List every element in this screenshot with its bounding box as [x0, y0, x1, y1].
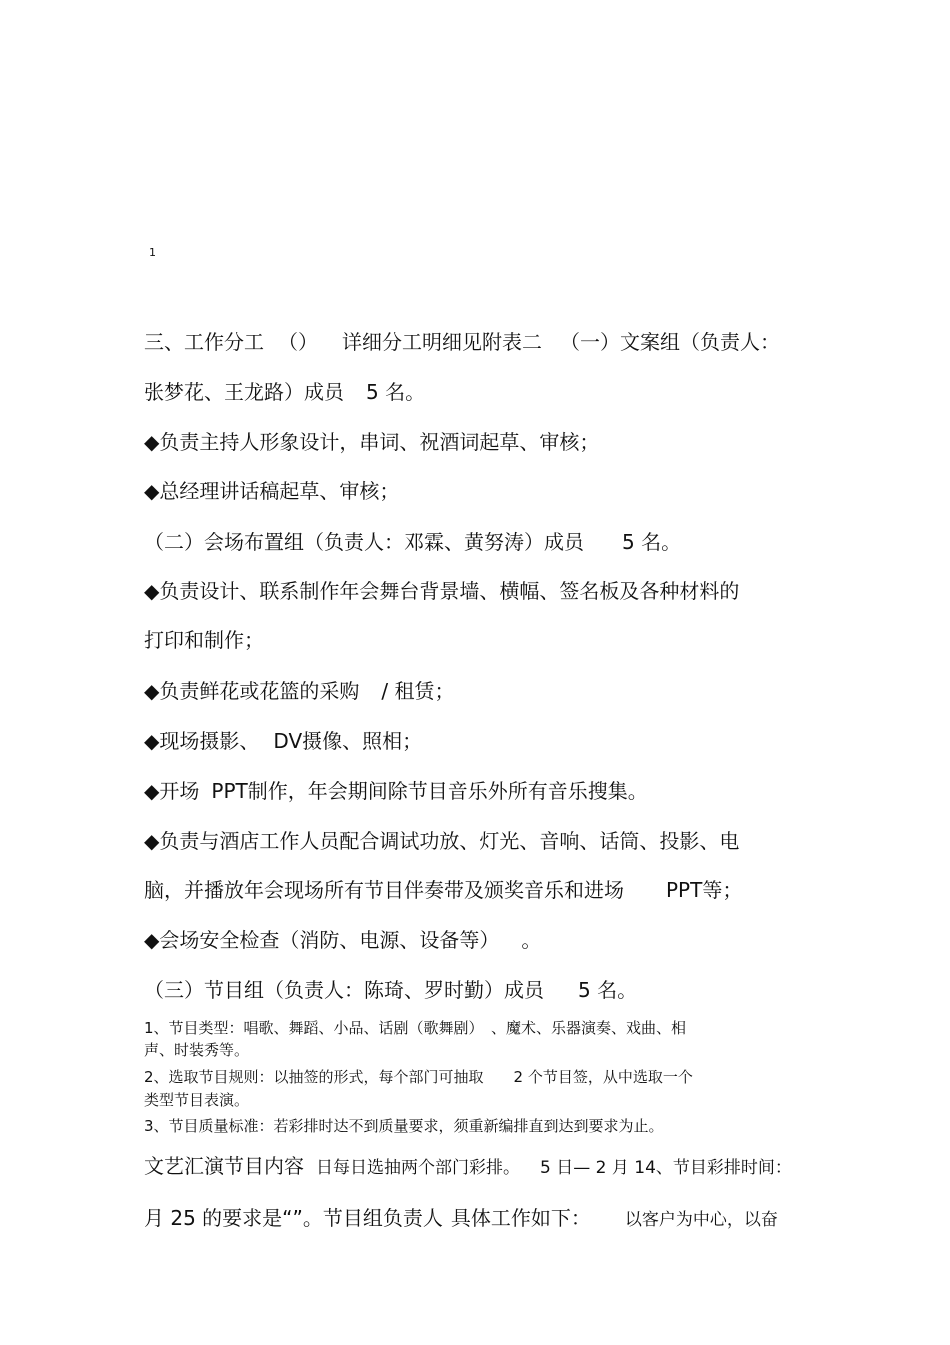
- bullet-line: [144, 777, 648, 805]
- text-run: 文艺汇演节目内容: [144, 1154, 304, 1178]
- text-run: 打印和制作；: [144, 628, 264, 652]
- text-run: ◆负责主持人形象设计，串词、祝酒词起草、审核；: [144, 430, 600, 454]
- text-run: 脑，并播放年会现场所有节目伴奏带及颁奖音乐和进场: [144, 878, 624, 902]
- small-text-line: 1、节目类型：唱歌、舞蹈、小品、话剧（歌舞剧） 、魔术、乐器演奏、戏曲、相: [144, 1019, 687, 1037]
- small-text-line: 类型节目表演。: [144, 1091, 250, 1109]
- text-run: （一）文案组（负责人：: [560, 330, 780, 354]
- small-text-line: 2、选取节目规则：以抽签的形式，每个部门可抽取 2 个节目签，从中选取一个: [144, 1068, 693, 1086]
- text-run: 。: [521, 928, 542, 952]
- text-run: PPT等；: [666, 878, 743, 902]
- text-line: [144, 1152, 792, 1182]
- bullet-line: [144, 577, 739, 605]
- bullet-line: [144, 477, 399, 505]
- subsection-heading-line: [144, 528, 681, 556]
- text-run: 5 名。: [366, 380, 426, 404]
- text-run: 以客户为中心，以奋: [624, 1210, 778, 1230]
- text-run: PPT制作，年会期间除节目音乐外所有音乐搜集。: [211, 779, 648, 803]
- bullet-line: [144, 827, 739, 855]
- section-heading-line: [144, 328, 780, 356]
- text-run: ◆负责与酒店工作人员配合调试功放、灯光、音响、话筒、投影、电: [144, 829, 740, 853]
- text-run: 5 名。: [622, 530, 682, 554]
- text-run: ◆总经理讲话稿起草、审核；: [144, 479, 400, 503]
- text-run: 日每日选抽两个部门彩排。: [316, 1158, 520, 1178]
- text-run: ◆现场摄影、: [144, 729, 260, 753]
- subsection-heading-line: [144, 976, 637, 1004]
- text-run: （）: [278, 330, 318, 354]
- text-run: 具体工作如下：: [450, 1206, 591, 1230]
- text-run: ◆开场: [144, 779, 200, 803]
- bullet-line: [144, 926, 541, 954]
- text-run: 详细分工明细见附表二: [342, 330, 542, 354]
- text-run: 5 名。: [578, 978, 638, 1002]
- text-line: [144, 1204, 778, 1234]
- text-run: 月 25 的要求是“”。节目组负责人: [144, 1206, 443, 1230]
- small-text-line: 3、节目质量标准：若彩排时达不到质量要求，须重新编排直到达到要求为止。: [144, 1117, 664, 1135]
- text-run: 张梦花、王龙路）成员: [144, 380, 344, 404]
- text-line: [144, 876, 742, 904]
- bullet-line: [144, 428, 599, 456]
- text-run: ◆负责鲜花或花篮的采购: [144, 679, 360, 703]
- text-run: ◆会场安全检查（消防、电源、设备等）: [144, 928, 500, 952]
- page-number: 1: [149, 246, 156, 259]
- text-run: （三）节目组（负责人：陈琦、罗时勤）成员: [144, 978, 544, 1002]
- small-text-line: 声、时装秀等。: [144, 1041, 250, 1059]
- text-run: ◆负责设计、联系制作年会舞台背景墙、横幅、签名板及各种材料的: [144, 579, 740, 603]
- bullet-line: [144, 727, 422, 755]
- text-run: （二）会场布置组（负责人：邓霖、黄努涛）成员: [144, 530, 584, 554]
- text-run: 5 日— 2 月 14、节目彩排时间：: [540, 1158, 792, 1178]
- text-run: 三、工作分工: [144, 330, 264, 354]
- bullet-line: [144, 677, 455, 705]
- text-line: [144, 378, 425, 406]
- text-line: [144, 626, 264, 654]
- text-run: / 租赁；: [381, 679, 455, 703]
- text-run: DV摄像、照相；: [273, 729, 423, 753]
